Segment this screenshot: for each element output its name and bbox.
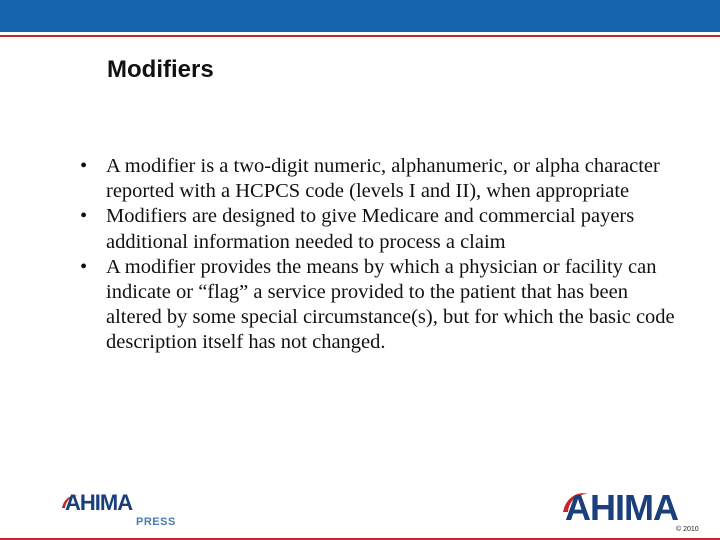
ahima-logo: AHIMA	[565, 487, 678, 528]
slide-title: Modifiers	[107, 56, 214, 83]
bullet-item: • Modifiers are designed to give Medicare and commercial payers additional information needed to process a claim	[78, 204, 688, 254]
header-rule	[0, 35, 720, 37]
press-label: PRESS	[136, 516, 176, 528]
header-bar	[0, 0, 720, 32]
bullet-list	[78, 154, 688, 356]
bullet-item: • A modifier is a two-digit numeric, alphanumeric, or alpha character reported with a HCPCS code (levels I and II), when appropriate	[78, 154, 688, 204]
bullet-item: • A modifier provides the means by which a physician or facility can indicate or “flag” a service provided to the patient that has been altered by some special circumstance(s), but for which the basic code description itself has not changed.	[78, 255, 688, 356]
copyright-notice: © 2010	[676, 526, 699, 533]
ahima-press-logo: AHIMA	[65, 490, 133, 515]
